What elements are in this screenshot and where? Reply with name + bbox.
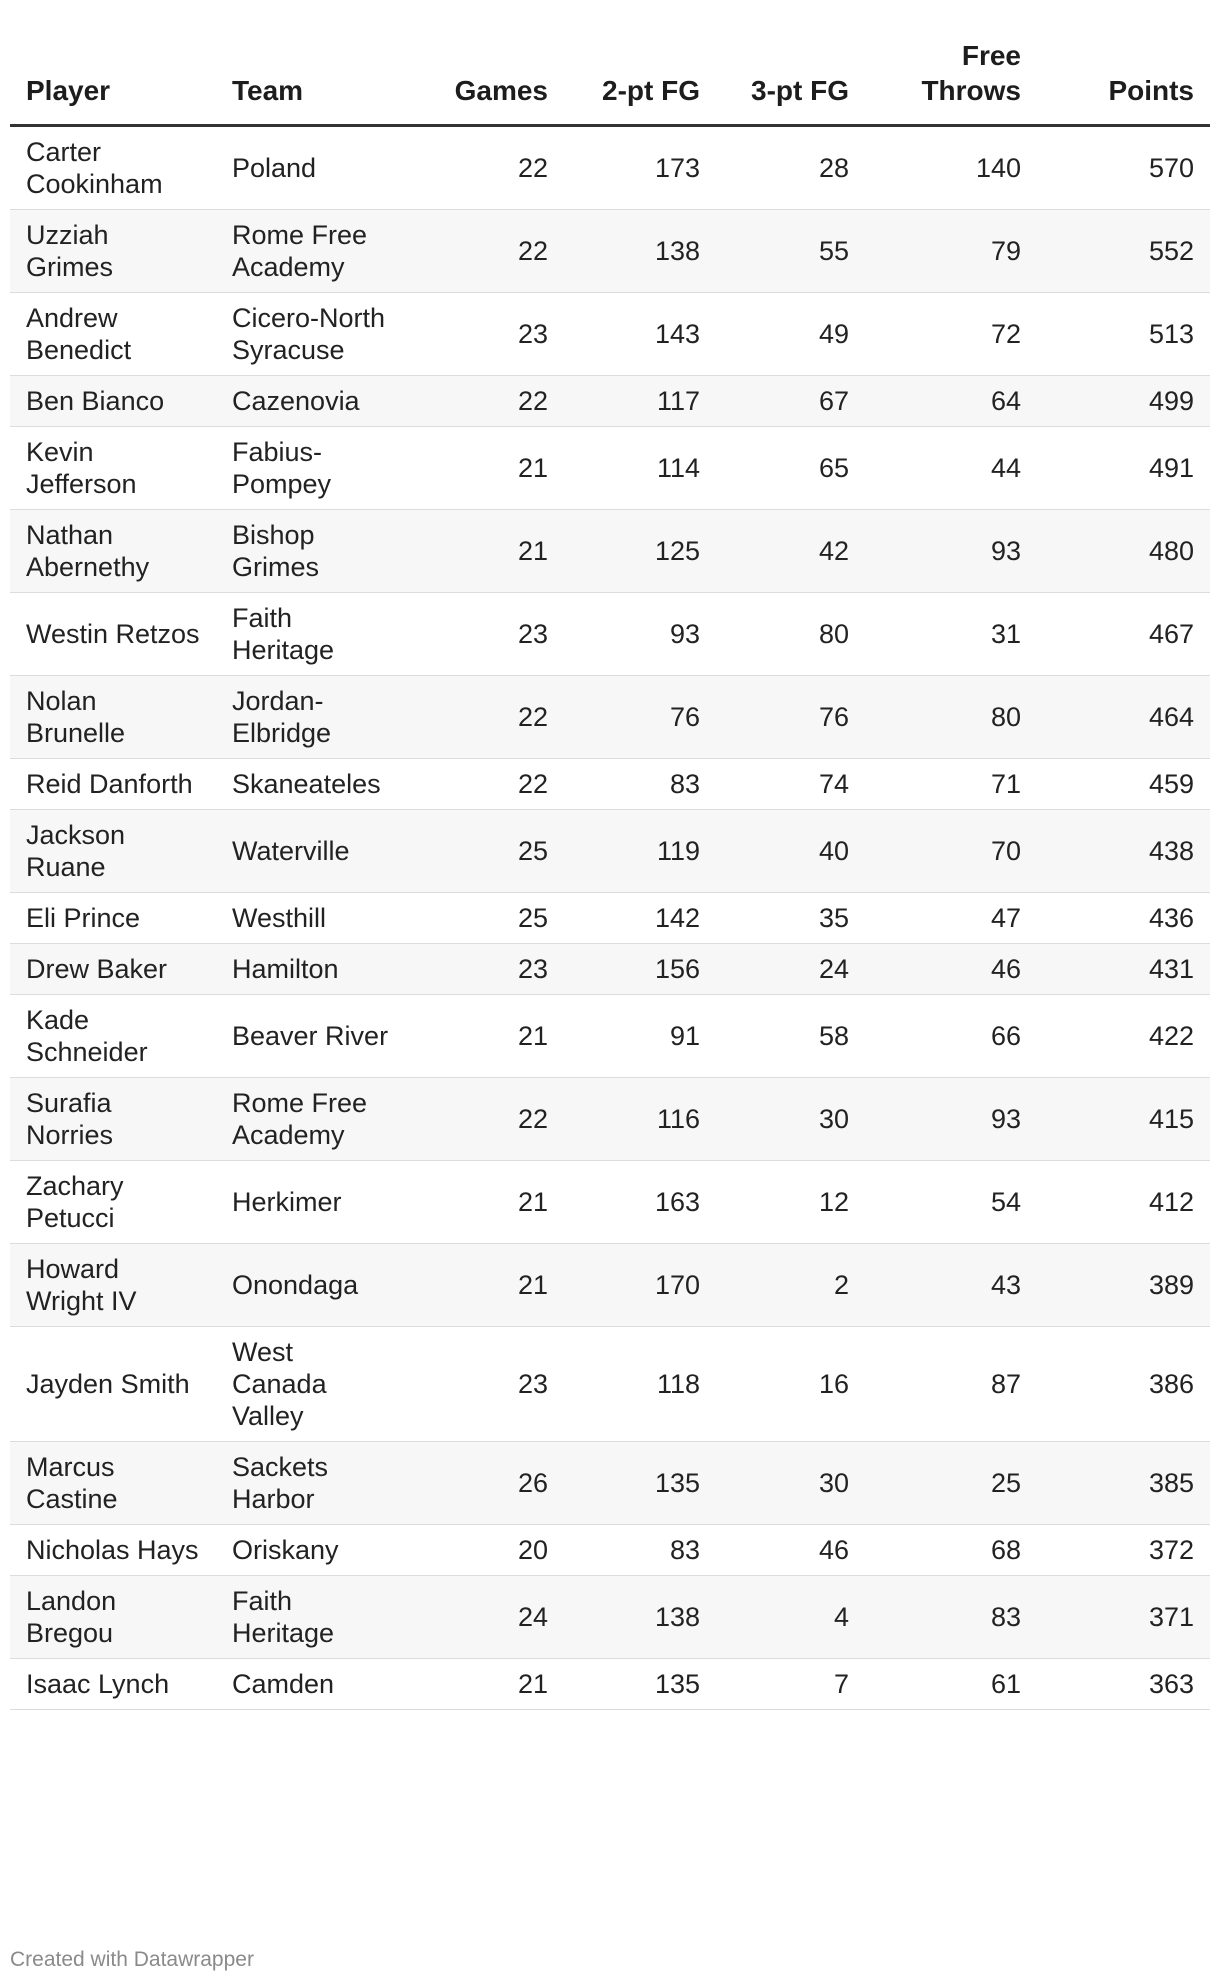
cell-2-pt-fg: 116 bbox=[564, 1078, 716, 1161]
cell-games: 23 bbox=[406, 944, 564, 995]
table-row bbox=[10, 510, 1210, 593]
table-row bbox=[10, 1576, 1210, 1659]
cell-points: 412 bbox=[1037, 1161, 1210, 1244]
cell-free-throws: 46 bbox=[865, 944, 1037, 995]
cell-3-pt-fg: 4 bbox=[716, 1576, 865, 1659]
cell-free-throws: 64 bbox=[865, 376, 1037, 427]
cell-3-pt-fg: 76 bbox=[716, 676, 865, 759]
cell-points: 499 bbox=[1037, 376, 1210, 427]
cell-team: Sackets Harbor bbox=[216, 1442, 406, 1525]
cell-2-pt-fg: 135 bbox=[564, 1659, 716, 1710]
cell-points: 438 bbox=[1037, 810, 1210, 893]
cell-free-throws: 68 bbox=[865, 1525, 1037, 1576]
cell-3-pt-fg: 74 bbox=[716, 759, 865, 810]
cell-games: 22 bbox=[406, 1078, 564, 1161]
table-row bbox=[10, 1659, 1210, 1710]
cell-free-throws: 71 bbox=[865, 759, 1037, 810]
cell-free-throws: 79 bbox=[865, 210, 1037, 293]
cell-3-pt-fg: 42 bbox=[716, 510, 865, 593]
cell-2-pt-fg: 170 bbox=[564, 1244, 716, 1327]
cell-team: Rome Free Academy bbox=[216, 210, 406, 293]
table-row bbox=[10, 126, 1210, 210]
header-row bbox=[10, 38, 1210, 126]
cell-games: 22 bbox=[406, 210, 564, 293]
cell-3-pt-fg: 67 bbox=[716, 376, 865, 427]
cell-2-pt-fg: 118 bbox=[564, 1327, 716, 1442]
cell-points: 389 bbox=[1037, 1244, 1210, 1327]
table-row bbox=[10, 676, 1210, 759]
cell-2-pt-fg: 173 bbox=[564, 126, 716, 210]
cell-player: Uzziah Grimes bbox=[10, 210, 216, 293]
column-header-free-throws: Free Throws bbox=[865, 38, 1037, 126]
column-header-2-pt-fg: 2-pt FG bbox=[564, 38, 716, 126]
cell-games: 22 bbox=[406, 759, 564, 810]
cell-team: Skaneateles bbox=[216, 759, 406, 810]
cell-points: 431 bbox=[1037, 944, 1210, 995]
cell-points: 480 bbox=[1037, 510, 1210, 593]
table-row bbox=[10, 293, 1210, 376]
cell-player: Nathan Abernethy bbox=[10, 510, 216, 593]
table-row bbox=[10, 1525, 1210, 1576]
cell-3-pt-fg: 7 bbox=[716, 1659, 865, 1710]
cell-player: Marcus Castine bbox=[10, 1442, 216, 1525]
cell-3-pt-fg: 16 bbox=[716, 1327, 865, 1442]
table-row bbox=[10, 810, 1210, 893]
table-row bbox=[10, 210, 1210, 293]
cell-player: Nicholas Hays bbox=[10, 1525, 216, 1576]
cell-games: 22 bbox=[406, 676, 564, 759]
cell-2-pt-fg: 138 bbox=[564, 1576, 716, 1659]
cell-free-throws: 31 bbox=[865, 593, 1037, 676]
cell-player: Howard Wright IV bbox=[10, 1244, 216, 1327]
cell-player: Kade Schneider bbox=[10, 995, 216, 1078]
cell-team: Cazenovia bbox=[216, 376, 406, 427]
table-row bbox=[10, 427, 1210, 510]
cell-free-throws: 61 bbox=[865, 1659, 1037, 1710]
cell-team: Cicero-North Syracuse bbox=[216, 293, 406, 376]
column-header-games: Games bbox=[406, 38, 564, 126]
cell-team: Herkimer bbox=[216, 1161, 406, 1244]
cell-games: 21 bbox=[406, 1244, 564, 1327]
cell-player: Isaac Lynch bbox=[10, 1659, 216, 1710]
cell-free-throws: 87 bbox=[865, 1327, 1037, 1442]
cell-points: 371 bbox=[1037, 1576, 1210, 1659]
column-header-player: Player bbox=[10, 38, 216, 126]
cell-player: Jayden Smith bbox=[10, 1327, 216, 1442]
cell-2-pt-fg: 119 bbox=[564, 810, 716, 893]
table-row bbox=[10, 944, 1210, 995]
cell-3-pt-fg: 80 bbox=[716, 593, 865, 676]
cell-games: 23 bbox=[406, 593, 564, 676]
cell-points: 363 bbox=[1037, 1659, 1210, 1710]
cell-player: Zachary Petucci bbox=[10, 1161, 216, 1244]
cell-points: 422 bbox=[1037, 995, 1210, 1078]
credit-text: Created with Datawrapper bbox=[10, 1948, 254, 1971]
table-header bbox=[10, 38, 1210, 126]
cell-3-pt-fg: 30 bbox=[716, 1442, 865, 1525]
cell-team: Hamilton bbox=[216, 944, 406, 995]
cell-3-pt-fg: 40 bbox=[716, 810, 865, 893]
cell-team: Rome Free Academy bbox=[216, 1078, 406, 1161]
cell-free-throws: 83 bbox=[865, 1576, 1037, 1659]
cell-games: 21 bbox=[406, 1659, 564, 1710]
cell-team: Fabius-Pompey bbox=[216, 427, 406, 510]
table-row bbox=[10, 759, 1210, 810]
cell-team: Faith Heritage bbox=[216, 1576, 406, 1659]
cell-3-pt-fg: 46 bbox=[716, 1525, 865, 1576]
cell-team: Faith Heritage bbox=[216, 593, 406, 676]
cell-points: 372 bbox=[1037, 1525, 1210, 1576]
cell-3-pt-fg: 28 bbox=[716, 126, 865, 210]
cell-2-pt-fg: 114 bbox=[564, 427, 716, 510]
cell-player: Nolan Brunelle bbox=[10, 676, 216, 759]
cell-2-pt-fg: 76 bbox=[564, 676, 716, 759]
cell-3-pt-fg: 24 bbox=[716, 944, 865, 995]
cell-2-pt-fg: 138 bbox=[564, 210, 716, 293]
table-row bbox=[10, 1161, 1210, 1244]
cell-points: 467 bbox=[1037, 593, 1210, 676]
table-row bbox=[10, 1327, 1210, 1442]
cell-2-pt-fg: 93 bbox=[564, 593, 716, 676]
cell-free-throws: 54 bbox=[865, 1161, 1037, 1244]
cell-games: 25 bbox=[406, 810, 564, 893]
cell-2-pt-fg: 163 bbox=[564, 1161, 716, 1244]
cell-games: 24 bbox=[406, 1576, 564, 1659]
cell-points: 415 bbox=[1037, 1078, 1210, 1161]
cell-2-pt-fg: 142 bbox=[564, 893, 716, 944]
cell-points: 386 bbox=[1037, 1327, 1210, 1442]
cell-player: Jackson Ruane bbox=[10, 810, 216, 893]
cell-free-throws: 80 bbox=[865, 676, 1037, 759]
cell-free-throws: 72 bbox=[865, 293, 1037, 376]
cell-3-pt-fg: 12 bbox=[716, 1161, 865, 1244]
cell-free-throws: 47 bbox=[865, 893, 1037, 944]
cell-3-pt-fg: 35 bbox=[716, 893, 865, 944]
cell-free-throws: 25 bbox=[865, 1442, 1037, 1525]
cell-team: West Canada Valley bbox=[216, 1327, 406, 1442]
cell-team: Onondaga bbox=[216, 1244, 406, 1327]
table-row bbox=[10, 1244, 1210, 1327]
cell-games: 26 bbox=[406, 1442, 564, 1525]
cell-points: 491 bbox=[1037, 427, 1210, 510]
table-row bbox=[10, 893, 1210, 944]
cell-player: Westin Retzos bbox=[10, 593, 216, 676]
cell-free-throws: 66 bbox=[865, 995, 1037, 1078]
cell-3-pt-fg: 30 bbox=[716, 1078, 865, 1161]
cell-player: Andrew Benedict bbox=[10, 293, 216, 376]
cell-player: Drew Baker bbox=[10, 944, 216, 995]
cell-player: Landon Bregou bbox=[10, 1576, 216, 1659]
cell-free-throws: 44 bbox=[865, 427, 1037, 510]
cell-games: 21 bbox=[406, 427, 564, 510]
cell-free-throws: 93 bbox=[865, 1078, 1037, 1161]
table-row bbox=[10, 593, 1210, 676]
cell-points: 513 bbox=[1037, 293, 1210, 376]
cell-player: Kevin Jefferson bbox=[10, 427, 216, 510]
column-header-3-pt-fg: 3-pt FG bbox=[716, 38, 865, 126]
cell-team: Beaver River bbox=[216, 995, 406, 1078]
cell-2-pt-fg: 125 bbox=[564, 510, 716, 593]
cell-team: Poland bbox=[216, 126, 406, 210]
cell-games: 22 bbox=[406, 126, 564, 210]
stats-table bbox=[10, 38, 1210, 1710]
cell-player: Surafia Norries bbox=[10, 1078, 216, 1161]
cell-games: 22 bbox=[406, 376, 564, 427]
cell-points: 436 bbox=[1037, 893, 1210, 944]
table-row bbox=[10, 1442, 1210, 1525]
cell-player: Eli Prince bbox=[10, 893, 216, 944]
cell-3-pt-fg: 55 bbox=[716, 210, 865, 293]
cell-player: Reid Danforth bbox=[10, 759, 216, 810]
cell-points: 552 bbox=[1037, 210, 1210, 293]
cell-points: 464 bbox=[1037, 676, 1210, 759]
cell-free-throws: 43 bbox=[865, 1244, 1037, 1327]
cell-games: 23 bbox=[406, 1327, 564, 1442]
cell-games: 21 bbox=[406, 1161, 564, 1244]
cell-3-pt-fg: 2 bbox=[716, 1244, 865, 1327]
cell-2-pt-fg: 91 bbox=[564, 995, 716, 1078]
cell-team: Bishop Grimes bbox=[216, 510, 406, 593]
cell-games: 23 bbox=[406, 293, 564, 376]
cell-games: 25 bbox=[406, 893, 564, 944]
column-header-points: Points bbox=[1037, 38, 1210, 126]
cell-team: Camden bbox=[216, 1659, 406, 1710]
cell-team: Waterville bbox=[216, 810, 406, 893]
cell-3-pt-fg: 49 bbox=[716, 293, 865, 376]
cell-2-pt-fg: 143 bbox=[564, 293, 716, 376]
cell-3-pt-fg: 58 bbox=[716, 995, 865, 1078]
cell-3-pt-fg: 65 bbox=[716, 427, 865, 510]
cell-free-throws: 93 bbox=[865, 510, 1037, 593]
cell-player: Carter Cookinham bbox=[10, 126, 216, 210]
column-header-team: Team bbox=[216, 38, 406, 126]
cell-games: 21 bbox=[406, 510, 564, 593]
cell-free-throws: 140 bbox=[865, 126, 1037, 210]
cell-player: Ben Bianco bbox=[10, 376, 216, 427]
cell-team: Westhill bbox=[216, 893, 406, 944]
cell-free-throws: 70 bbox=[865, 810, 1037, 893]
cell-games: 21 bbox=[406, 995, 564, 1078]
cell-2-pt-fg: 83 bbox=[564, 759, 716, 810]
table-row bbox=[10, 376, 1210, 427]
cell-2-pt-fg: 156 bbox=[564, 944, 716, 995]
cell-team: Jordan-Elbridge bbox=[216, 676, 406, 759]
stats-table-container bbox=[10, 38, 1210, 1710]
table-row bbox=[10, 995, 1210, 1078]
table-body bbox=[10, 126, 1210, 1710]
cell-points: 459 bbox=[1037, 759, 1210, 810]
table-row bbox=[10, 1078, 1210, 1161]
cell-2-pt-fg: 117 bbox=[564, 376, 716, 427]
cell-points: 570 bbox=[1037, 126, 1210, 210]
cell-points: 385 bbox=[1037, 1442, 1210, 1525]
cell-games: 20 bbox=[406, 1525, 564, 1576]
cell-team: Oriskany bbox=[216, 1525, 406, 1576]
cell-2-pt-fg: 83 bbox=[564, 1525, 716, 1576]
cell-2-pt-fg: 135 bbox=[564, 1442, 716, 1525]
